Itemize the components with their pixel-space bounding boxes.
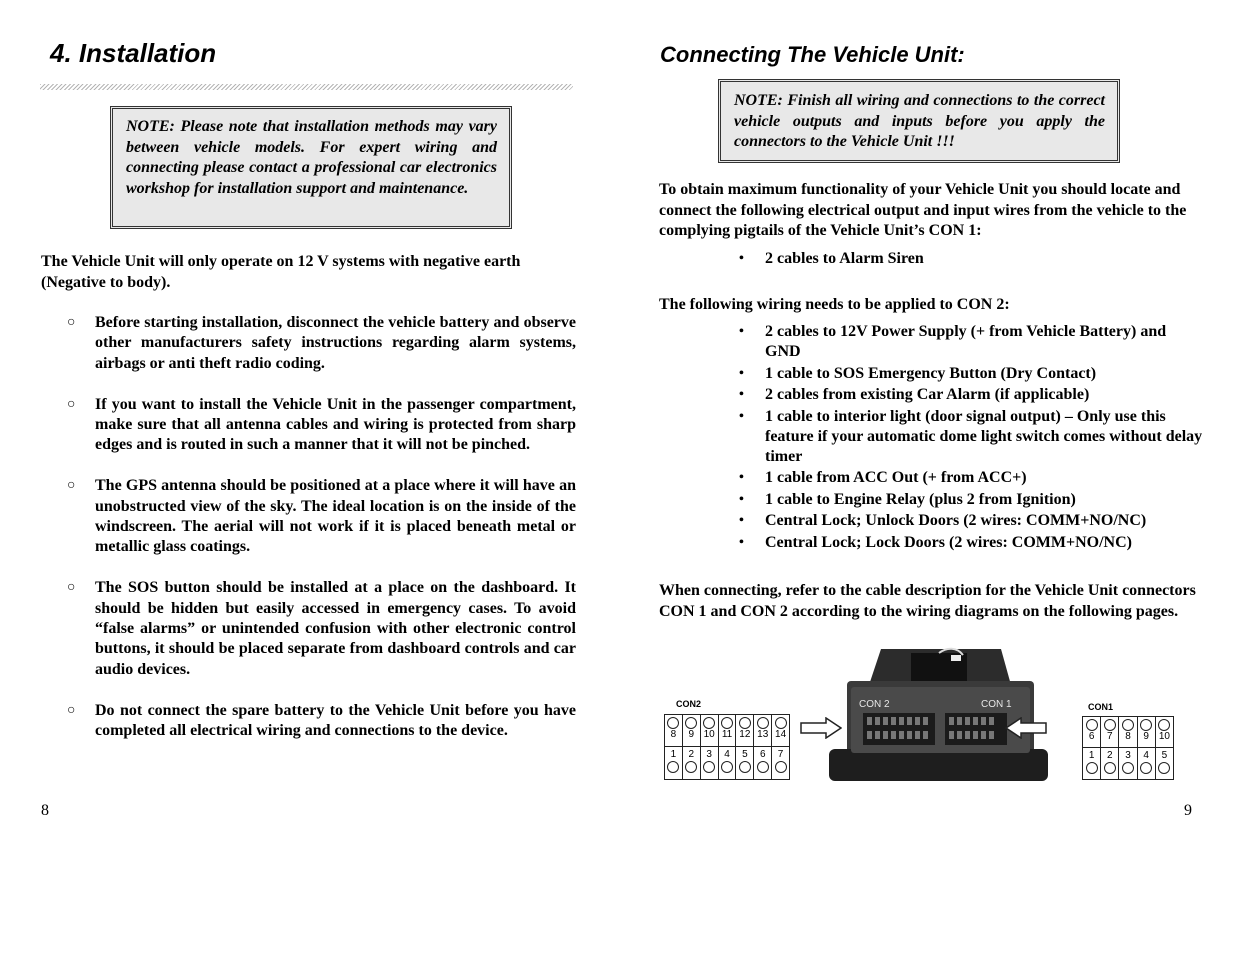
- pin-label: 6: [759, 749, 766, 760]
- list-item: • 2 cables to Alarm Siren: [739, 250, 924, 267]
- con1-diagram-label: CON1: [1088, 702, 1114, 712]
- pin-label: 5: [1161, 750, 1168, 761]
- when-paragraph: When connecting, refer to the cable description for the Vehicle Unit connectors CON 1 and CON 2 according to the wiring diagrams on the following pages.: [659, 582, 1196, 620]
- pin-label: 5: [742, 749, 748, 760]
- pin-label: 4: [724, 749, 730, 760]
- arrow-left-icon: [1005, 717, 1047, 739]
- pin-label: 12: [739, 729, 751, 740]
- pin-label: 1: [1088, 750, 1095, 761]
- con1-wiring-list: [617, 249, 1235, 271]
- circle-bullet-icon: ○: [67, 396, 76, 412]
- con1-top-row: [1083, 717, 1173, 748]
- pin-label: 3: [706, 749, 712, 760]
- pin-label: 1: [670, 749, 677, 760]
- pin-label: 4: [1143, 750, 1149, 761]
- pin-label: 10: [1158, 731, 1170, 742]
- con2-heading: The following wiring needs to be applied to CON 2:: [659, 296, 1010, 313]
- intro-paragraph: The Vehicle Unit will only operate on 12 V systems with negative earth (Negative to body).: [41, 253, 521, 291]
- pin-label: 10: [703, 729, 715, 740]
- page-number: 8: [41, 802, 49, 819]
- list-item: • 1 cable from ACC Out (+ from ACC+): [739, 469, 1027, 486]
- pin-label: 3: [1125, 750, 1131, 761]
- list-item: • Central Lock; Unlock Doors (2 wires: COMM+NO/NC): [739, 512, 1147, 529]
- pin-label: 7: [777, 749, 784, 760]
- list-item: • Central Lock; Lock Doors (2 wires: COMM+NO/NC): [739, 533, 1132, 551]
- con1-bottom-row: [1083, 748, 1173, 779]
- list-item: • 1 cable to SOS Emergency Button (Dry Contact): [739, 364, 1097, 382]
- con2-diagram-label: CON2: [676, 699, 702, 709]
- bullet-icon: •: [739, 365, 744, 381]
- list-item: ○ The SOS button should be installed at a place on the dashboard. It should be hidden but easily accessed in emergency cases. To avoid “false alarms” or unintended confusion with other electronic control buttons, it should be placed separate from dashboard controls and car audio devices.: [67, 579, 576, 678]
- pin-label: 8: [1125, 731, 1131, 742]
- con2-wiring-list: [617, 322, 1235, 554]
- left-page: [0, 0, 617, 954]
- pin-label: 13: [757, 729, 769, 740]
- bullet-icon: •: [739, 534, 744, 550]
- list-item: ○ If you want to install the Vehicle Unit in the passenger compartment, make sure that all antenna cables and wiring is protected from sharp edges and is routed in such a manner that it will not be pinched.: [67, 395, 576, 454]
- pin-label: 11: [721, 729, 733, 740]
- pin-label: 9: [688, 729, 695, 740]
- unit-con2-label: CON 2: [859, 699, 890, 710]
- list-item: ○ The GPS antenna should be positioned at a place where it will have an unobstructed view of the sky. The ideal location is on the inside of the windscreen. The aerial will not work if it is placed beneath metal or metallic glass coatings.: [67, 477, 576, 556]
- pin-label: 14: [775, 729, 787, 740]
- title-divider: [40, 84, 573, 90]
- list-item: ○ Do not connect the spare battery to the Vehicle Unit before you have completed all electrical wiring and connections to the device.: [67, 701, 576, 740]
- bullet-icon: •: [739, 251, 744, 266]
- con2-top-row: [665, 715, 789, 747]
- circle-bullet-icon: ○: [67, 702, 76, 718]
- page-number: 9: [1184, 802, 1192, 819]
- circle-bullet-icon: ○: [67, 580, 76, 596]
- list-item: • 2 cables from existing Car Alarm (if applicable): [739, 386, 1090, 403]
- pin-label: 2: [1107, 750, 1113, 761]
- wiring-note: NOTE: Finish all wiring and connections to the correct vehicle outputs and inputs before you apply the connectors to the Vehicle Unit !!!: [718, 79, 1120, 163]
- right-page: [617, 0, 1235, 954]
- pin-label: 7: [1107, 731, 1113, 742]
- bullet-icon: •: [739, 387, 744, 402]
- circle-bullet-icon: ○: [67, 315, 76, 330]
- bullet-icon: •: [739, 491, 744, 507]
- bullet-icon: •: [739, 324, 744, 339]
- section-title: 4. Installation: [50, 38, 217, 68]
- vehicle-unit-photo: [829, 645, 1048, 781]
- pin-label: 8: [670, 729, 677, 740]
- pin-label: 9: [1143, 731, 1149, 742]
- section-title: Connecting The Vehicle Unit:: [660, 42, 965, 67]
- con2-bottom-row: [665, 747, 789, 779]
- con2-pin-diagram: [664, 714, 790, 780]
- pin-label: 2: [688, 749, 695, 760]
- bullet-icon: •: [739, 513, 744, 528]
- list-item: • 1 cable to Engine Relay (plus 2 from Ignition): [739, 490, 1076, 508]
- circle-bullet-icon: ○: [67, 478, 76, 494]
- bullet-icon: •: [739, 408, 744, 424]
- unit-con1-label: CON 1: [981, 699, 1012, 710]
- installation-steps: [0, 313, 617, 762]
- bullet-icon: •: [739, 470, 744, 485]
- installation-note: NOTE: Please note that installation methods may vary between vehicle models. For expert wiring and connecting please contact a professional car electronics workshop for installation support and maintenance.: [110, 106, 512, 229]
- list-item: • 1 cable to interior light (door signal output) – Only use this feature if your automatic dome light switch comes without delay timer: [739, 407, 1203, 465]
- obtain-paragraph: To obtain maximum functionality of your Vehicle Unit you should locate and connect the following electrical output and input wires from the vehicle to the complying pigtails of the Vehicle Unit’s CON 1:: [659, 181, 1187, 239]
- pin-label: 6: [1088, 731, 1095, 742]
- list-item: ○ Before starting installation, disconnect the vehicle battery and observe other manufacturers safety instructions regarding alarm systems, airbags or anti theft radio coding.: [67, 314, 576, 372]
- con1-pin-diagram: [1082, 716, 1174, 780]
- list-item: • 2 cables to 12V Power Supply (+ from Vehicle Battery) and GND: [739, 323, 1167, 360]
